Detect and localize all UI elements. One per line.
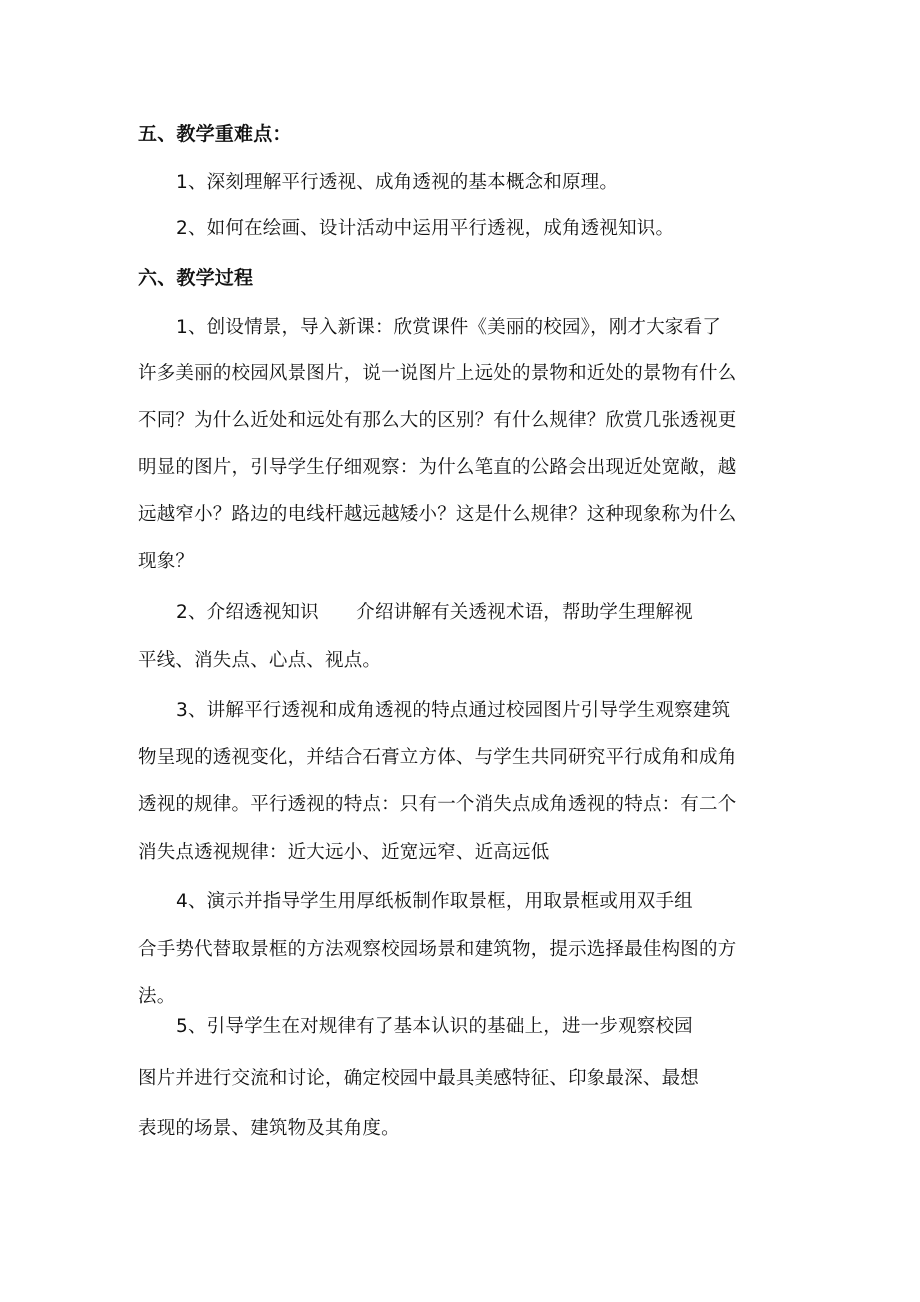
para-1-line-3: 不同？为什么近处和远处有那么大的区别？有什么规律？欣赏几张透视更 bbox=[138, 410, 737, 431]
para-3-line-4: 消失点透视规律：近大远小、近宽远窄、近高远低 bbox=[138, 842, 550, 863]
para-3-line-1: 3、讲解平行透视和成角透视的特点通过校园图片引导学生观察建筑 bbox=[176, 700, 731, 721]
para-4-line-3: 法。 bbox=[138, 986, 176, 1007]
para-1-line-1: 1、创设情景，导入新课：欣赏课件《美丽的校园》，刚才大家看了 bbox=[176, 317, 722, 338]
para-1-line-5: 远越窄小？路边的电线杆越远越矮小？这是什么规律？这种现象称为什么 bbox=[138, 504, 737, 525]
para-1-line-4: 明显的图片，引导学生仔细观察：为什么笔直的公路会出现近处宽敞，越 bbox=[138, 457, 737, 478]
para-4-line-2: 合手势代替取景框的方法观察校园场景和建筑物，提示选择最佳构图的方 bbox=[138, 939, 737, 960]
section-5-item-2: 2、如何在绘画、设计活动中运用平行透视，成角透视知识。 bbox=[176, 218, 675, 239]
para-1-line-6: 现象？ bbox=[138, 551, 195, 572]
para-3-line-2: 物呈现的透视变化，并结合石膏立方体、与学生共同研究平行成角和成角 bbox=[138, 747, 737, 768]
section-5-item-1: 1、深刻理解平行透视、成角透视的基本概念和原理。 bbox=[176, 172, 619, 193]
section-5-heading: 五、教学重难点： bbox=[138, 123, 292, 145]
para-5-line-3: 表现的场景、建筑物及其角度。 bbox=[138, 1118, 400, 1139]
para-5-line-1: 5、引导学生在对规律有了基本认识的基础上，进一步观察校园 bbox=[176, 1016, 693, 1037]
para-1-line-2: 许多美丽的校园风景图片，说一说图片上远处的景物和近处的景物有什么 bbox=[138, 363, 737, 384]
section-6-heading: 六、教学过程 bbox=[138, 267, 254, 289]
para-4-line-1: 4、演示并指导学生用厚纸板制作取景框，用取景框或用双手组 bbox=[176, 891, 693, 912]
para-3-line-3: 透视的规律。平行透视的特点：只有一个消失点成角透视的特点：有二个 bbox=[138, 794, 737, 815]
para-2-line-2: 平线、消失点、心点、视点。 bbox=[138, 650, 382, 671]
para-2-line-1: 2、介绍透视知识 介绍讲解有关透视术语，帮助学生理解视 bbox=[176, 602, 693, 623]
para-5-line-2: 图片并进行交流和讨论，确定校园中最具美感特征、印象最深、最想 bbox=[138, 1068, 700, 1089]
